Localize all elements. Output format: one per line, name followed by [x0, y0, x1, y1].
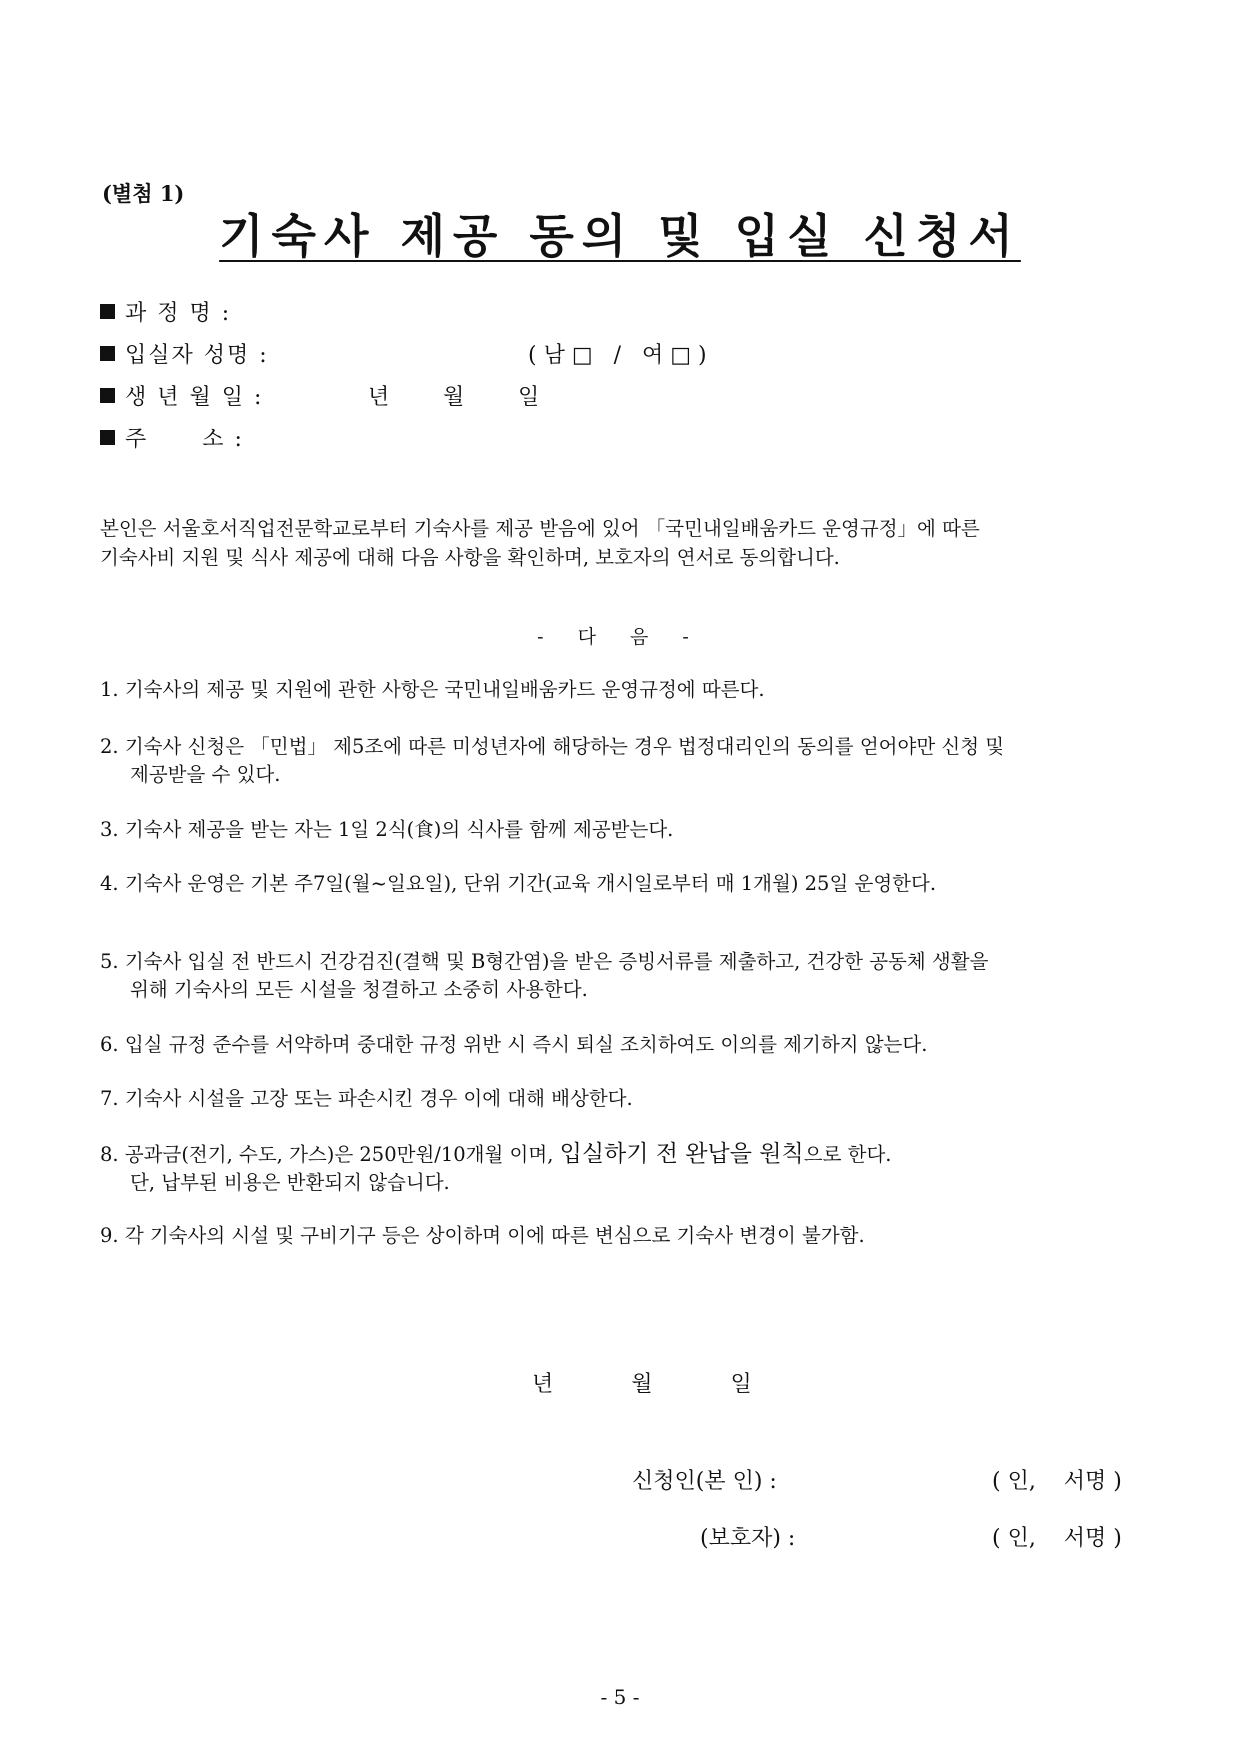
document-title: 기숙사 제공 동의 및 입실 신청서	[219, 209, 1021, 263]
name-label: 입실자 성명 :	[125, 343, 269, 368]
birth-day: 일	[518, 385, 540, 410]
address-field	[100, 422, 275, 453]
date-month: 월	[631, 1372, 653, 1397]
clause-5: 5. 기숙사 입실 전 반드시 건강검진(결핵 및 B형간염)을 받은 증빙서류를 제출하고, 건강한 공동체 생활을 위해 기숙사의 모든 시설을 청결하고 소중히 사용한다.	[100, 950, 989, 1001]
clause-4: 4. 기숙사 운영은 기본 주7일(월~일요일), 단위 기간(교육 개시일로부터 매 1개월) 25일 운영한다.	[100, 872, 937, 895]
square-bullet-icon	[100, 346, 115, 361]
section-heading: - 다 음 -	[537, 626, 703, 648]
birth-label: 생 년 월 일 :	[125, 385, 264, 410]
clause-2: 2. 기숙사 신청은 「민법」 제5조에 따른 미성년자에 해당하는 경우 법정대리인의 동의를 얻어야만 신청 및 제공받을 수 있다.	[100, 735, 1005, 786]
course-label: 과 정 명 :	[125, 301, 232, 326]
name-field	[100, 338, 707, 369]
intro-paragraph	[100, 514, 980, 572]
emphasis-text: 입실하기 전 완납을 원칙	[559, 1141, 804, 1167]
birth-field	[100, 380, 540, 411]
clause-6: 6. 입실 규정 준수를 서약하며 중대한 규정 위반 시 즉시 퇴실 조치하여도 이의를 제기하지 않는다.	[100, 1033, 928, 1056]
intro-line-2: 기숙사비 지원 및 식사 제공에 대해 다음 사항을 확인하며, 보호자의 연서로 동의합니다.	[100, 546, 840, 569]
page-number: - 5 -	[600, 1685, 640, 1709]
clause-8: 8. 공과금(전기, 수도, 가스)은 250만원/10개월 이며, 입실하기 전 완납을 원칙으로 한다. 단, 납부된 비용은 반환되지 않습니다.	[100, 1141, 892, 1194]
attachment-label: (별첨 1)	[102, 181, 185, 206]
square-bullet-icon	[100, 304, 115, 319]
clause-9: 9. 각 기숙사의 시설 및 구비기구 등은 상이하며 이에 따른 변심으로 기숙사 변경이 불가함.	[100, 1224, 865, 1247]
applicant-signature-field[interactable]: ( 인, 서명 )	[992, 1469, 1122, 1494]
address-label: 주 소 :	[125, 427, 244, 452]
clause-7: 7. 기숙사 시설을 고장 또는 파손시킨 경우 이에 대해 배상한다.	[100, 1087, 633, 1110]
intro-line-1: 본인은 서울호서직업전문학교로부터 기숙사를 제공 받음에 있어 「국민내일배움카드 운영규정」에 따른	[100, 517, 980, 540]
guardian-signature-field[interactable]: ( 인, 서명 )	[992, 1526, 1122, 1551]
clause-3: 3. 기숙사 제공을 받는 자는 1일 2식(食)의 식사를 함께 제공받는다.	[100, 818, 674, 841]
date-day: 일	[730, 1372, 752, 1397]
birth-month: 월	[443, 385, 465, 410]
applicant-signature-label: 신청인(본 인) :	[632, 1469, 777, 1494]
guardian-signature-label: (보호자) :	[700, 1526, 796, 1551]
square-bullet-icon	[100, 430, 115, 445]
gender-checkboxes[interactable]: ( 남 □ / 여 □ )	[528, 343, 707, 368]
clause-1: 1. 기숙사의 제공 및 지원에 관한 사항은 국민내일배움카드 운영규정에 따른다.	[100, 678, 765, 701]
date-year: 년	[532, 1372, 554, 1397]
course-field	[100, 296, 275, 327]
signing-date	[532, 1367, 752, 1398]
square-bullet-icon	[100, 388, 115, 403]
birth-year: 년	[368, 385, 390, 410]
